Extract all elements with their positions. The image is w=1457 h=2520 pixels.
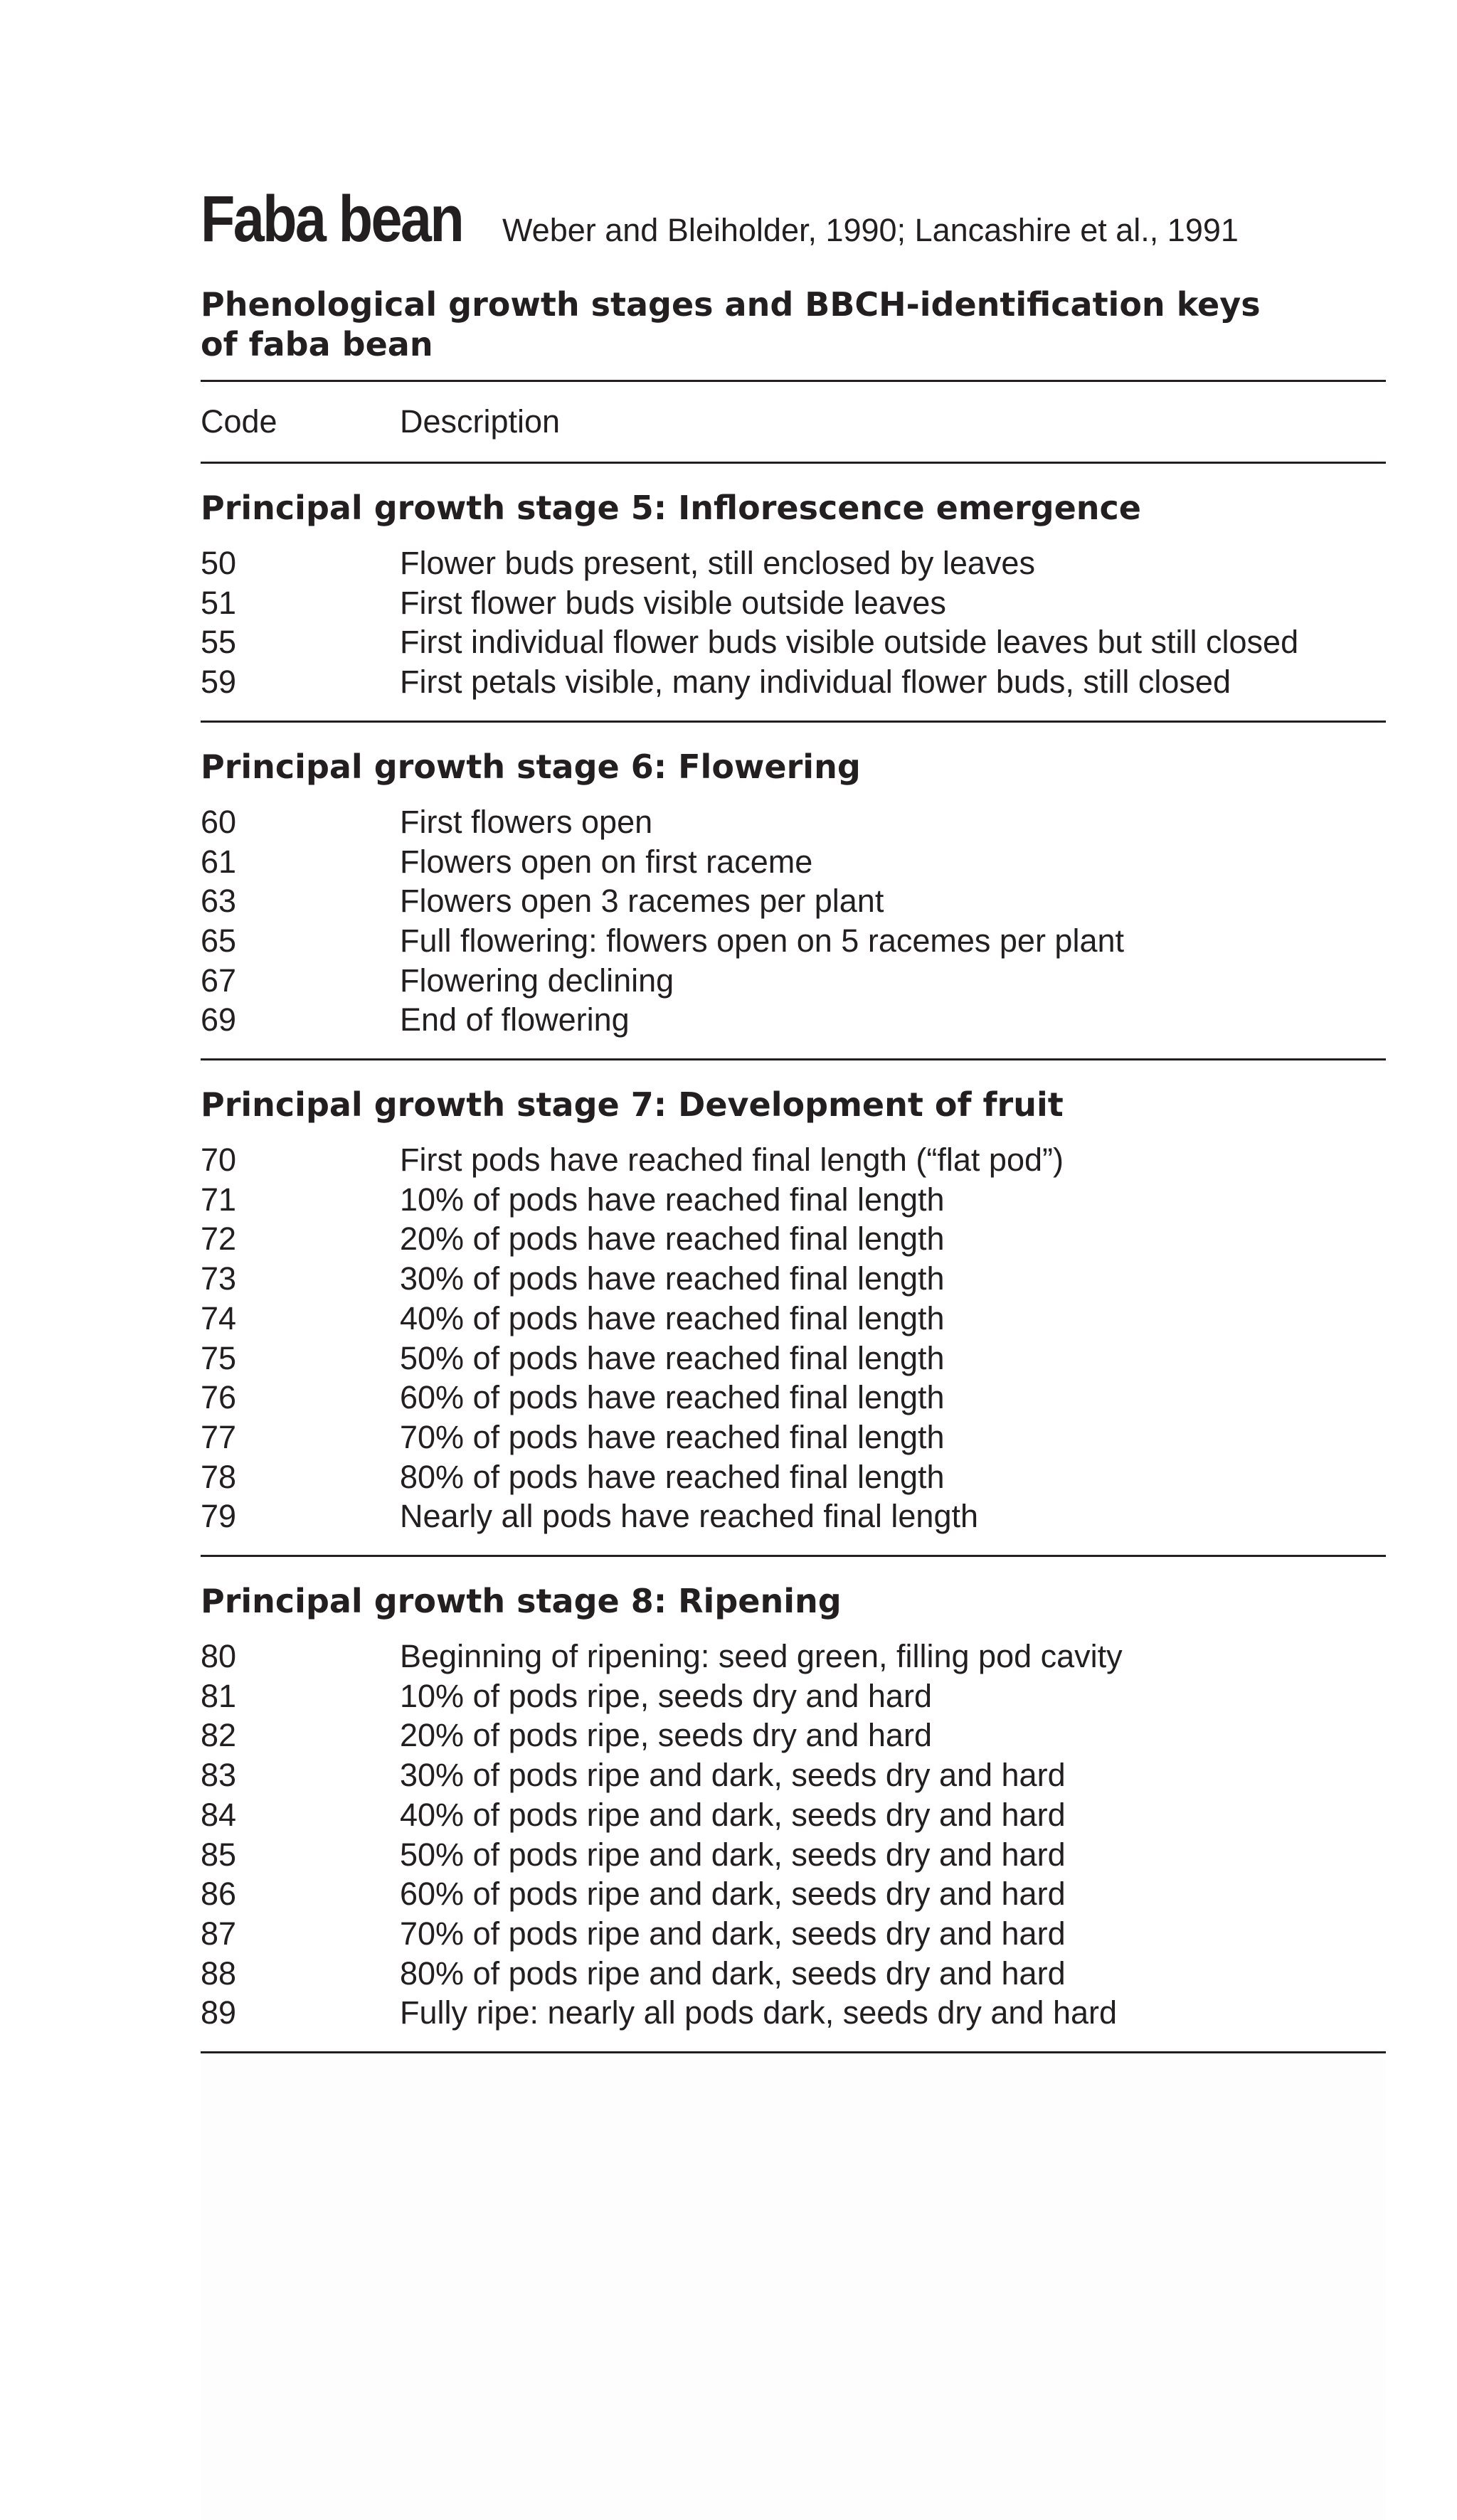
stage-description: First individual flower buds visible outside leaves but still closed: [400, 624, 1299, 661]
stage-description: 10% of pods have reached final length: [400, 1181, 945, 1218]
title-line: [201, 183, 1386, 255]
stage-description: Flowering declining: [400, 962, 674, 999]
stage-code: 55: [201, 624, 237, 661]
stage-section: [201, 1085, 1386, 1557]
table-caption-line-2: of faba bean: [201, 325, 433, 363]
document-page: [201, 183, 1386, 2053]
stage-code: 80: [201, 1638, 237, 1675]
stage-code: 85: [201, 1836, 237, 1873]
stage-code: 87: [201, 1915, 237, 1952]
stage-description: 70% of pods have reached final length: [400, 1418, 945, 1455]
stage-description: 20% of pods have reached final length: [400, 1221, 945, 1258]
table-caption-line-1: Phenological growth stages and BBCH-identification keys: [201, 285, 1261, 324]
stage-description: Full flowering: flowers open on 5 racemes per plant: [400, 922, 1125, 959]
stage-description: First flowers open: [400, 803, 653, 840]
stage-description: 60% of pods have reached final length: [400, 1379, 945, 1416]
code-column-header: Code: [201, 403, 277, 440]
table-row: [201, 1000, 1386, 1040]
page-bottom-area: [201, 2059, 1386, 2520]
section-rule: [201, 1058, 1386, 1060]
stage-code: 88: [201, 1955, 237, 1992]
table-header: [201, 382, 1386, 462]
table-row: [201, 1637, 1386, 1676]
stage-description: 40% of pods ripe and dark, seeds dry and hard: [400, 1796, 1066, 1833]
table-row: [201, 1299, 1386, 1339]
stage-code: 78: [201, 1458, 237, 1495]
stage-description: 70% of pods ripe and dark, seeds dry and hard: [400, 1915, 1066, 1952]
stage-description: 80% of pods have reached final length: [400, 1458, 945, 1495]
stage-code: 72: [201, 1221, 237, 1258]
stage-code: 82: [201, 1717, 237, 1754]
table-row: [201, 842, 1386, 882]
section-title: Principal growth stage 8: Ripening: [201, 1582, 842, 1621]
table-row: [201, 1457, 1386, 1497]
table-row: [201, 1140, 1386, 1180]
stage-code: 74: [201, 1299, 237, 1336]
stage-code: 89: [201, 1994, 237, 2031]
table-row: [201, 1676, 1386, 1716]
table-row: [201, 1993, 1386, 2033]
table-row: [201, 1219, 1386, 1259]
table-row: [201, 1259, 1386, 1299]
stage-description: Flower buds present, still enclosed by leaves: [400, 545, 1035, 581]
stage-code: 79: [201, 1498, 237, 1535]
stage-description: 30% of pods ripe and dark, seeds dry and hard: [400, 1757, 1066, 1794]
stage-section: [201, 488, 1386, 723]
section-title: Principal growth stage 6: Flowering: [201, 747, 861, 786]
table-row: [201, 622, 1386, 662]
stage-code: 75: [201, 1339, 237, 1376]
table-row: [201, 543, 1386, 583]
stage-code: 61: [201, 843, 237, 880]
stage-description: 30% of pods have reached final length: [400, 1260, 945, 1297]
stage-code: 69: [201, 1001, 237, 1038]
table-row: [201, 662, 1386, 702]
table-row: [201, 1418, 1386, 1457]
stage-code: 86: [201, 1876, 237, 1913]
stage-code: 65: [201, 922, 237, 959]
table-row: [201, 1716, 1386, 1755]
stage-description: Fully ripe: nearly all pods dark, seeds dry and hard: [400, 1994, 1118, 2031]
section-rule: [201, 721, 1386, 723]
table-row: [201, 1874, 1386, 1914]
stage-code: 59: [201, 664, 237, 701]
stage-code: 63: [201, 883, 237, 920]
stage-code: 81: [201, 1677, 237, 1714]
stage-description: Flowers open on first raceme: [400, 843, 813, 880]
table-row: [201, 1339, 1386, 1378]
page-title: Faba bean: [201, 183, 463, 255]
stage-description: Beginning of ripening: seed green, filling pod cavity: [400, 1638, 1123, 1675]
table-row: [201, 1795, 1386, 1835]
stage-code: 83: [201, 1757, 237, 1794]
section-rule: [201, 1555, 1386, 1557]
stage-description: Flowers open 3 racemes per plant: [400, 883, 884, 920]
stage-code: 51: [201, 584, 237, 621]
stage-section: [201, 1581, 1386, 2053]
stage-description: 10% of pods ripe, seeds dry and hard: [400, 1677, 932, 1714]
section-title: Principal growth stage 5: Inflorescence emergence: [201, 489, 1142, 527]
stage-description: 40% of pods have reached final length: [400, 1299, 945, 1336]
stage-description: First flower buds visible outside leaves: [400, 584, 946, 621]
stage-code: 84: [201, 1796, 237, 1833]
table-row: [201, 1914, 1386, 1954]
table-row: [201, 881, 1386, 921]
table-row: [201, 583, 1386, 623]
table-row: [201, 961, 1386, 1001]
table-row: [201, 921, 1386, 961]
stage-description: 50% of pods have reached final length: [400, 1339, 945, 1376]
table-row: [201, 1496, 1386, 1536]
stage-code: 50: [201, 545, 237, 581]
stage-code: 71: [201, 1181, 237, 1218]
stage-description: 20% of pods ripe, seeds dry and hard: [400, 1717, 932, 1754]
title-references: Weber and Bleiholder, 1990; Lancashire et al., 1991: [502, 212, 1239, 248]
stage-description: 50% of pods ripe and dark, seeds dry and hard: [400, 1836, 1066, 1873]
stage-description: First pods have reached final length (“flat pod”): [400, 1142, 1064, 1179]
table-row: [201, 1954, 1386, 1994]
description-column-header: Description: [400, 403, 561, 440]
stage-code: 73: [201, 1260, 237, 1297]
stage-section: [201, 747, 1386, 1060]
section-rule: [201, 2051, 1386, 2053]
table-row: [201, 1835, 1386, 1875]
stage-description: End of flowering: [400, 1001, 630, 1038]
stage-description: Nearly all pods have reached final length: [400, 1498, 979, 1535]
section-title: Principal growth stage 7: Development of fruit: [201, 1085, 1064, 1125]
header-rule: [201, 462, 1386, 464]
table-row: [201, 802, 1386, 842]
stage-sections: [201, 488, 1386, 2053]
table-row: [201, 1180, 1386, 1220]
table-row: [201, 1378, 1386, 1418]
table-caption: [201, 285, 1339, 364]
stage-description: First petals visible, many individual flower buds, still closed: [400, 664, 1231, 701]
stage-code: 60: [201, 803, 237, 840]
stage-code: 77: [201, 1418, 237, 1455]
stage-description: 80% of pods ripe and dark, seeds dry and hard: [400, 1955, 1066, 1992]
table-row: [201, 1755, 1386, 1795]
stage-code: 70: [201, 1142, 237, 1179]
stage-code: 67: [201, 962, 237, 999]
stage-code: 76: [201, 1379, 237, 1416]
stage-description: 60% of pods ripe and dark, seeds dry and hard: [400, 1876, 1066, 1913]
